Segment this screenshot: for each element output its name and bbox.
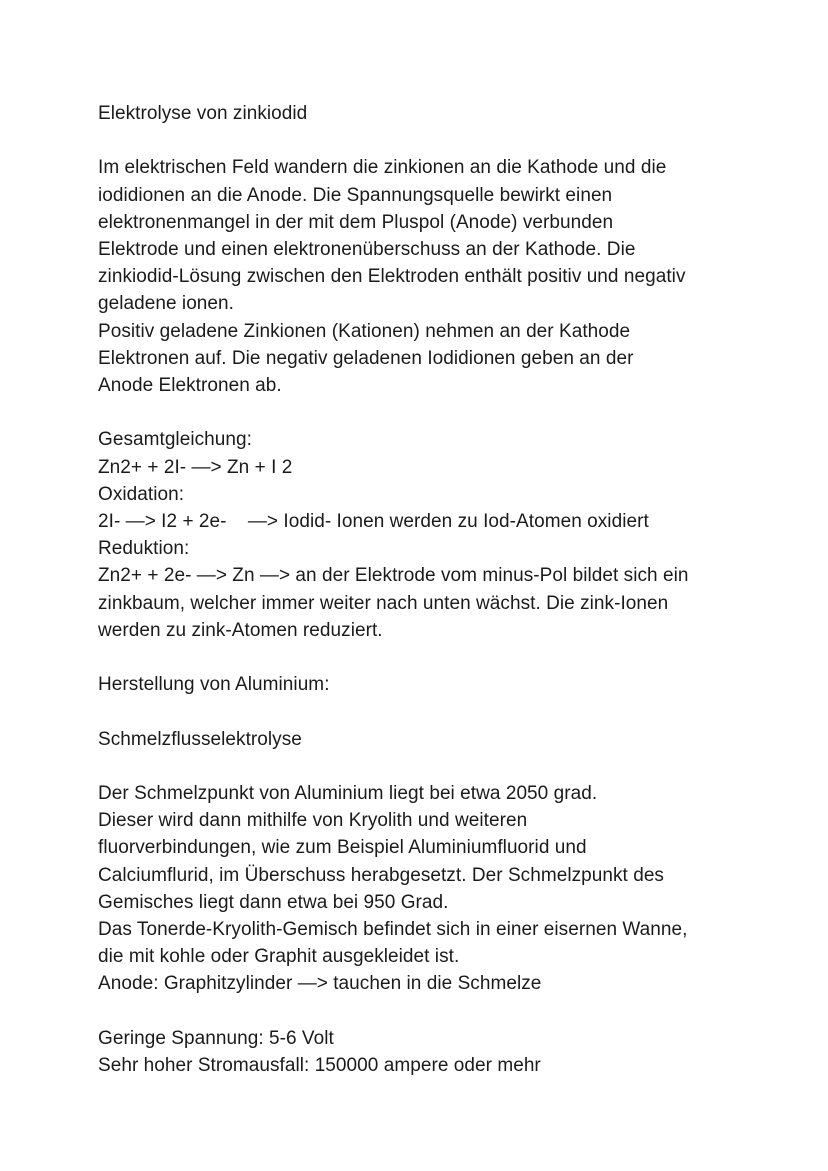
intro-line: Im elektrischen Feld wandern die zinkionen an die Kathode und die <box>98 157 667 179</box>
intro-line: iodidionen an die Anode. Die Spannungsquelle bewirkt einen <box>98 184 613 206</box>
aluminium-paragraph <box>98 780 798 998</box>
equation-line: Gesamtgleichung: <box>98 429 252 451</box>
spacer <box>98 644 798 671</box>
intro-line: geladene ionen. <box>98 293 234 315</box>
spacer <box>98 753 798 780</box>
aluminium-line: Das Tonerde-Kryolith-Gemisch befindet sich in einer eisernen Wanne, <box>98 919 688 941</box>
spec-line: Geringe Spannung: 5-6 Volt <box>98 1027 334 1049</box>
subheading: Schmelzflusselektrolyse <box>98 728 302 750</box>
intro-line: Positiv geladene Zinkionen (Kationen) nehmen an der Kathode <box>98 320 631 342</box>
equation-line: Zn2+ + 2e- —> Zn —> an der Elektrode vom minus-Pol bildet sich ein <box>98 565 689 587</box>
document-page <box>98 100 798 1079</box>
aluminium-line: Calciumflurid, im Überschuss herabgesetzt. Der Schmelzpunkt des <box>98 864 664 886</box>
equation-line: zinkbaum, welcher immer weiter nach unten wächst. Die zink-Ionen <box>98 592 669 614</box>
intro-line: elektronenmangel in der mit dem Pluspol (Anode) verbunden <box>98 211 614 233</box>
aluminium-line: die mit kohle oder Graphit ausgekleidet ist. <box>98 946 460 968</box>
equations-block <box>98 426 798 644</box>
equation-line: werden zu zink-Atomen reduziert. <box>98 619 383 641</box>
specs-block <box>98 1025 798 1079</box>
aluminium-line: Gemisches liegt dann etwa bei 950 Grad. <box>98 891 449 913</box>
equation-line: Reduktion: <box>98 538 190 560</box>
spec-line: Sehr hoher Stromausfall: 150000 ampere oder mehr <box>98 1055 541 1077</box>
spacer <box>98 698 798 725</box>
aluminium-line: Dieser wird dann mithilfe von Kryolith und weiteren <box>98 810 528 832</box>
aluminium-line: fluorverbindungen, wie zum Beispiel Aluminiumfluorid und <box>98 837 587 859</box>
intro-line: Elektrode und einen elektronenüberschuss an der Kathode. Die <box>98 239 636 260</box>
intro-line: Anode Elektronen ab. <box>98 375 282 397</box>
spacer <box>98 998 798 1025</box>
intro-paragraph <box>98 154 798 399</box>
document-title: Elektrolyse von zinkiodid <box>98 103 308 124</box>
aluminium-line: Der Schmelzpunkt von Aluminium liegt bei etwa 2050 grad. <box>98 783 598 804</box>
equation-line: Oxidation: <box>98 483 185 505</box>
spacer <box>98 399 798 426</box>
section-heading: Herstellung von Aluminium: <box>98 674 330 696</box>
equation-line: Zn2+ + 2I- —> Zn + I 2 <box>98 456 293 478</box>
spacer <box>98 127 798 154</box>
aluminium-line: Anode: Graphitzylinder —> tauchen in die Schmelze <box>98 973 542 995</box>
intro-line: zinkiodid-Lösung zwischen den Elektroden enthält positiv und negativ <box>98 266 686 288</box>
intro-line: Elektronen auf. Die negativ geladenen Iodidionen geben an der <box>98 347 634 369</box>
equation-line: 2I- —> I2 + 2e- —> Iodid- Ionen werden zu Iod-Atomen oxidiert <box>98 511 649 533</box>
